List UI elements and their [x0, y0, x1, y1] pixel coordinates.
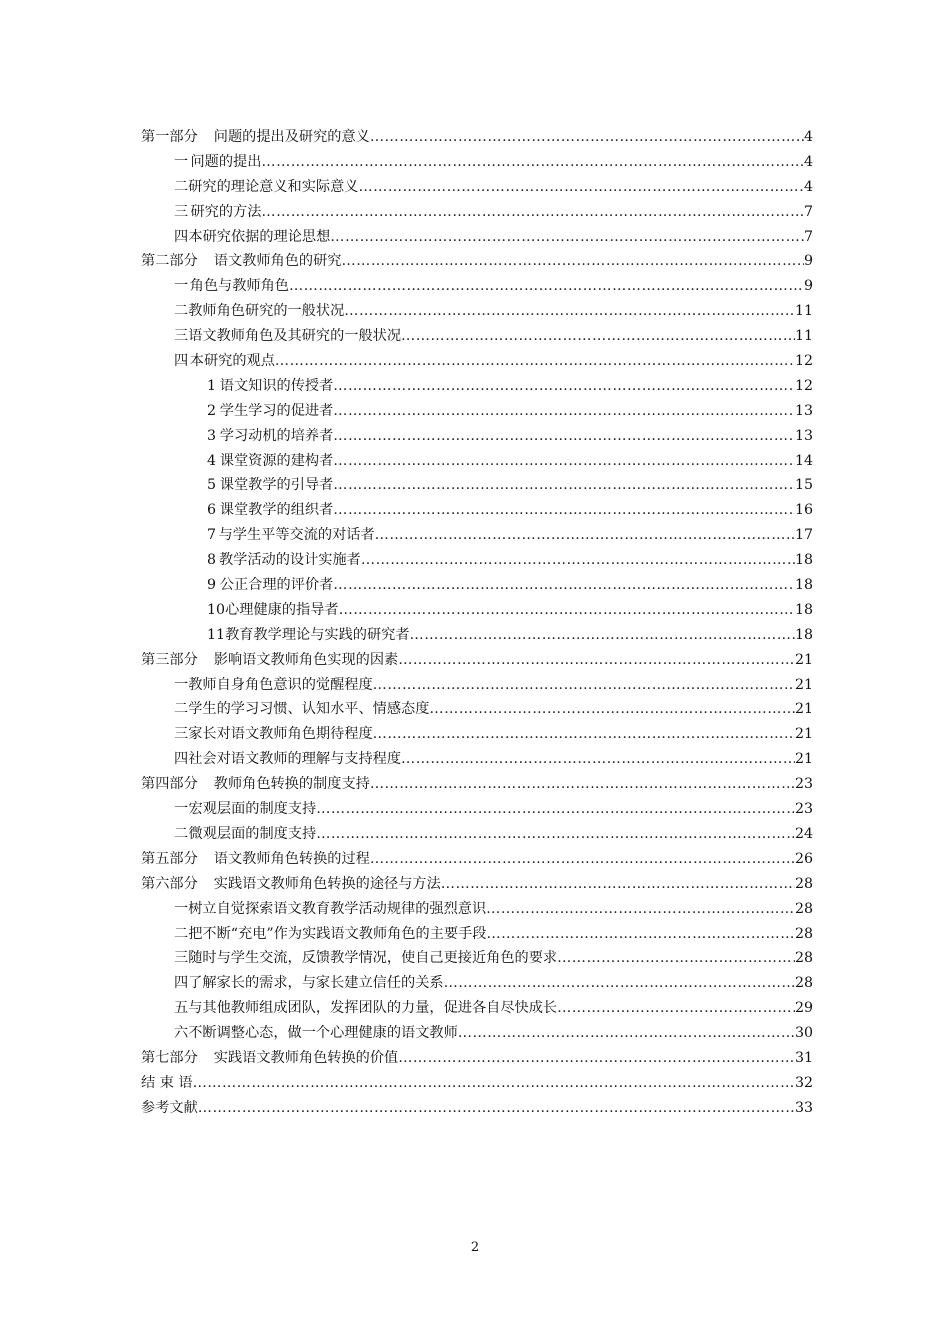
dot-leader [261, 200, 804, 225]
toc-entry[interactable] [141, 623, 813, 648]
toc-entry[interactable] [141, 150, 813, 175]
toc-entry-number: 第七部分 [141, 1049, 198, 1066]
toc-entry-number: 三 [174, 328, 189, 345]
toc-entry-number: 一 [174, 278, 189, 295]
toc-entry-title: 问题的提出 [190, 153, 262, 170]
dot-leader [458, 1021, 795, 1046]
dot-leader [330, 225, 804, 250]
toc-entry[interactable] [141, 747, 813, 772]
toc-entry-title: 本研究依据的理论思想 [188, 228, 331, 245]
toc-entry-number: 10 [207, 601, 226, 618]
toc-entry[interactable] [141, 673, 813, 698]
dot-leader [441, 872, 795, 897]
toc-entry-title: 结 束 语 [141, 1074, 193, 1091]
toc-entry[interactable] [141, 847, 813, 872]
toc-entry[interactable] [141, 498, 813, 523]
dot-leader [333, 498, 795, 523]
toc-entry-number: 3 [207, 427, 217, 444]
dot-leader [333, 424, 795, 449]
toc-entry-title: 学生的学习习惯、认知水平、情感态度 [188, 701, 430, 718]
toc-entry-page: 29 [794, 1000, 813, 1017]
toc-entry-title: 教学活动的设计实施者 [218, 552, 361, 569]
toc-entry-title: 研究的理论意义和实际意义 [188, 178, 359, 195]
toc-entry[interactable] [141, 797, 813, 822]
toc-entry-number: 1 [207, 377, 217, 394]
toc-entry-title: 与学生平等交流的对话者 [218, 527, 375, 544]
toc-entry-page: 11 [794, 303, 813, 320]
toc-entry-page: 33 [794, 1099, 813, 1116]
toc-entry[interactable] [141, 548, 813, 573]
toc-entry-number: 一 [174, 801, 189, 818]
toc-entry-title: 教育教学理论与实践的研究者 [225, 626, 410, 643]
dot-leader [401, 747, 795, 772]
toc-entry-title: 把不断“充电”作为实践语文教师角色的主要手段 [188, 925, 487, 942]
toc-entry[interactable] [141, 125, 813, 150]
toc-entry-title: 教师自身角色意识的觉醒程度 [188, 676, 373, 693]
toc-entry[interactable] [141, 523, 813, 548]
toc-entry[interactable] [141, 697, 813, 722]
dot-leader [410, 623, 795, 648]
toc-entry-number: 6 [207, 502, 217, 519]
toc-entry-page: 13 [794, 427, 813, 444]
toc-entry-number: 第一部分 [141, 129, 198, 145]
toc-entry-number: 5 [207, 477, 217, 494]
toc-entry-page: 18 [794, 552, 813, 569]
toc-entry-title: 教师角色转换的制度支持 [213, 776, 370, 793]
toc-entry[interactable] [141, 722, 813, 747]
toc-entry-page: 21 [794, 751, 813, 768]
toc-entry-number: 二 [174, 925, 189, 942]
dot-leader [198, 1096, 795, 1121]
toc-entry-page: 28 [794, 975, 813, 992]
toc-entry-title: 树立自觉探索语文教育教学活动规律的强烈意识 [188, 900, 487, 917]
dot-leader [429, 697, 795, 722]
toc-entry[interactable] [141, 1071, 813, 1096]
toc-entry-title: 家长对语文教师角色期待程度 [188, 726, 373, 743]
toc-entry-title: 实践语文教师角色转换的途径与方法 [213, 875, 441, 892]
toc-entry[interactable] [141, 175, 813, 200]
toc-entry-number: 第五部分 [141, 850, 198, 867]
toc-entry-number: 2 [207, 402, 217, 419]
toc-entry[interactable] [141, 822, 813, 847]
toc-entry-page: 12 [794, 377, 813, 394]
toc-entry-title: 语文教师角色及其研究的一般状况 [188, 328, 402, 345]
toc-entry-number: 四 [174, 353, 189, 370]
toc-entry-number: 五 [174, 1000, 189, 1017]
toc-entry-title: 公正合理的评价者 [219, 577, 334, 594]
dot-leader [333, 473, 795, 498]
toc-entry-number: 二 [174, 303, 189, 320]
toc-entry-page: 14 [794, 452, 813, 469]
toc-entry-page: 7 [803, 228, 813, 245]
toc-entry-number: 三 [174, 950, 189, 967]
toc-entry-title: 实践语文教师角色转换的价值 [213, 1049, 399, 1066]
toc-entry-page: 21 [794, 726, 813, 743]
toc-entry[interactable] [141, 449, 813, 474]
toc-entry-number: 二 [174, 178, 189, 195]
toc-entry-title: 影响语文教师角色实现的因素 [213, 651, 399, 668]
toc-entry[interactable] [141, 996, 813, 1021]
toc-entry[interactable] [141, 922, 813, 947]
toc-entry[interactable] [141, 299, 813, 324]
dot-leader [275, 349, 795, 374]
table-of-contents [141, 125, 813, 1121]
toc-entry[interactable] [141, 274, 813, 299]
toc-entry-page: 7 [803, 203, 813, 220]
toc-entry-page: 18 [794, 577, 813, 594]
toc-entry[interactable] [141, 946, 813, 971]
toc-entry-title: 教师角色研究的一般状况 [188, 303, 345, 320]
toc-entry[interactable] [141, 249, 813, 274]
toc-entry[interactable] [141, 1046, 813, 1071]
toc-entry-page: 21 [794, 651, 813, 668]
toc-entry-page: 28 [794, 925, 813, 942]
toc-entry-title: 研究的方法 [190, 203, 262, 220]
dot-leader [557, 946, 795, 971]
dot-leader [261, 150, 804, 175]
toc-entry[interactable] [141, 424, 813, 449]
toc-entry-number: 三 [174, 203, 189, 220]
dot-leader [370, 847, 795, 872]
toc-entry[interactable] [141, 573, 813, 598]
toc-entry[interactable] [141, 399, 813, 424]
toc-entry-page: 24 [794, 825, 813, 842]
toc-entry[interactable] [141, 872, 813, 897]
toc-entry-page: 13 [794, 402, 813, 419]
toc-entry-page: 12 [794, 353, 813, 370]
toc-entry-number: 一 [174, 153, 189, 170]
dot-leader [339, 598, 795, 623]
toc-entry[interactable] [141, 897, 813, 922]
toc-entry-page: 4 [803, 178, 813, 195]
toc-entry-number: 一 [174, 900, 189, 917]
toc-entry[interactable] [141, 473, 813, 498]
toc-entry-page: 11 [794, 328, 813, 345]
toc-entry[interactable] [141, 1096, 813, 1121]
toc-entry-page: 16 [794, 502, 813, 519]
toc-entry[interactable] [141, 324, 813, 349]
toc-entry-title: 宏观层面的制度支持 [188, 801, 317, 818]
toc-entry-number: 二 [174, 825, 189, 842]
toc-entry-number: 11 [207, 626, 226, 643]
toc-entry-number: 第四部分 [141, 776, 198, 793]
toc-entry-title: 不断调整心态，做一个心理健康的语文教师 [188, 1025, 458, 1042]
dot-leader [289, 274, 804, 299]
toc-entry[interactable] [141, 349, 813, 374]
toc-entry-title: 语文教师角色的研究 [213, 253, 342, 270]
toc-entry[interactable] [141, 225, 813, 250]
toc-entry-title: 课堂教学的引导者 [219, 477, 334, 494]
toc-entry-page: 18 [794, 626, 813, 643]
toc-entry-page: 9 [803, 278, 813, 295]
page-number: 2 [470, 1240, 480, 1255]
toc-entry-title: 课堂教学的组织者 [219, 502, 334, 519]
toc-entry[interactable] [141, 772, 813, 797]
toc-entry-number: 第六部分 [141, 875, 198, 892]
toc-entry-title: 与其他教师组成团队，发挥团队的力量，促进各自尽快成长 [188, 1000, 558, 1017]
dot-leader [557, 996, 795, 1021]
toc-entry-number: 六 [174, 1025, 189, 1042]
toc-entry[interactable] [141, 374, 813, 399]
dot-leader [486, 897, 795, 922]
dot-leader [361, 548, 795, 573]
dot-leader [333, 399, 795, 424]
dot-leader [401, 324, 795, 349]
dot-leader [370, 125, 804, 150]
dot-leader [486, 922, 794, 947]
toc-entry[interactable] [141, 648, 813, 673]
toc-entry-title: 随时与学生交流，反馈教学情况，使自己更接近角色的要求 [188, 950, 558, 967]
toc-entry-page: 4 [803, 129, 813, 145]
toc-entry-page: 28 [794, 875, 813, 892]
dot-leader [316, 822, 795, 847]
toc-entry-number: 4 [207, 452, 217, 469]
toc-entry-title: 课堂资源的建构者 [219, 452, 334, 469]
dot-leader [316, 797, 795, 822]
dot-leader [193, 1071, 795, 1096]
toc-entry-title: 微观层面的制度支持 [188, 825, 317, 842]
dot-leader [333, 449, 795, 474]
toc-entry-title: 语文知识的传授者 [219, 377, 334, 394]
toc-entry-title: 学生学习的促进者 [219, 402, 334, 419]
toc-entry-page: 4 [803, 153, 813, 170]
dot-leader [373, 722, 795, 747]
toc-entry-page: 23 [794, 801, 813, 818]
toc-entry-number: 第三部分 [141, 651, 198, 668]
toc-entry[interactable] [141, 1021, 813, 1046]
toc-entry-number: 第二部分 [141, 253, 198, 270]
toc-entry-page: 32 [794, 1074, 813, 1091]
toc-entry-page: 23 [794, 776, 813, 793]
toc-entry-title: 心理健康的指导者 [225, 601, 339, 618]
toc-entry-number: 9 [207, 577, 217, 594]
toc-entry-number: 四 [174, 975, 189, 992]
dot-leader [373, 673, 795, 698]
toc-entry[interactable] [141, 971, 813, 996]
toc-entry-page: 15 [794, 477, 813, 494]
dot-leader [444, 971, 795, 996]
toc-entry-number: 四 [174, 228, 189, 245]
toc-entry-page: 30 [794, 1025, 813, 1042]
toc-entry-title: 角色与教师角色 [189, 278, 289, 295]
toc-entry-page: 18 [794, 601, 813, 618]
toc-entry-page: 31 [794, 1049, 813, 1066]
toc-entry-title: 本研究的观点 [189, 353, 275, 370]
toc-entry-number: 二 [174, 701, 189, 718]
toc-entry-title: 语文教师角色转换的过程 [213, 850, 370, 867]
toc-entry-page: 21 [794, 676, 813, 693]
dot-leader [333, 573, 795, 598]
toc-entry-title: 参考文献 [141, 1099, 198, 1116]
dot-leader [341, 249, 804, 274]
dot-leader [358, 175, 804, 200]
toc-entry-page: 28 [794, 900, 813, 917]
toc-entry-page: 9 [803, 253, 813, 270]
dot-leader [344, 299, 795, 324]
toc-entry-title: 社会对语文教师的理解与支持程度 [188, 751, 402, 768]
toc-entry-number: 三 [174, 726, 189, 743]
dot-leader [370, 772, 795, 797]
dot-leader [333, 374, 795, 399]
toc-entry-title: 问题的提出及研究的意义 [213, 129, 370, 145]
toc-entry-page: 21 [794, 701, 813, 718]
toc-entry-number: 四 [174, 751, 189, 768]
toc-entry[interactable] [141, 200, 813, 225]
toc-entry[interactable] [141, 598, 813, 623]
dot-leader [398, 648, 795, 673]
toc-entry-page: 26 [794, 850, 813, 867]
toc-entry-number: 8 [207, 552, 217, 569]
dot-leader [375, 523, 795, 548]
toc-entry-number: 一 [174, 676, 189, 693]
toc-entry-number: 7 [207, 527, 217, 544]
dot-leader [398, 1046, 795, 1071]
toc-entry-page: 17 [794, 527, 813, 544]
toc-entry-title: 学习动机的培养者 [219, 427, 334, 444]
toc-entry-page: 28 [794, 950, 813, 967]
toc-entry-title: 了解家长的需求，与家长建立信任的关系 [188, 975, 444, 992]
